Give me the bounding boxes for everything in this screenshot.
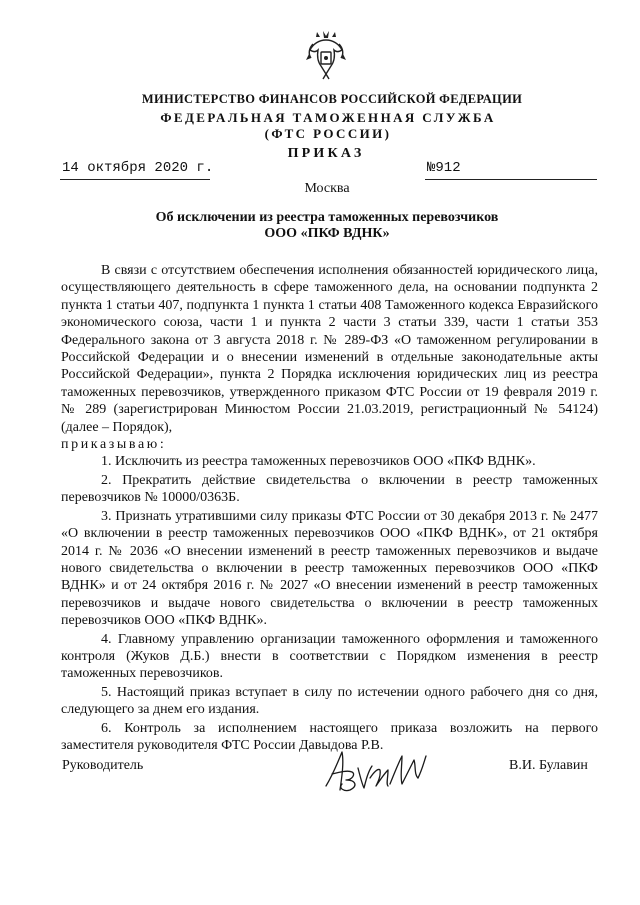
order-title-line2: ООО «ПКФ ВДНК» <box>264 226 390 241</box>
coat-of-arms-icon <box>305 30 347 82</box>
order-body <box>61 262 598 754</box>
item-6: 6. Контроль за исполнением настоящего приказа возложить на первого заместителя руководителя ФТС России Давыдова Р.В. <box>61 720 598 753</box>
preamble-text: В связи с отсутствием обеспечения исполнения обязанностей юридического лица, осуществляющего деятельность в сфере таможенного дела, на основании подпункта 2 пункта 1 статьи 407, подпункта 1 пункта 1 статьи 408 Таможенного кодекса Евразийского экономического союза, части 1 и пункта 2 части 3 статьи 339, части 1 статьи 353 Федерального закона от 3 августа 2018 г. № 289-ФЗ «О таможенном регулировании в Российской Федерации и о внесении изменений в отдельные законодательные акты Российской Федерации», пункта 2 Порядка исключения юридических лиц из реестра таможенных перевозчиков, утвержденного приказом ФТС России от 19 февраля 2019 г. № 289 (зарегистрирован Минюстом России 21.03.2019, регистрационный № 54124) (далее – Порядок), <box>61 263 598 435</box>
number-underline <box>425 179 597 180</box>
handwritten-signature <box>318 740 430 800</box>
service-name: ФЕДЕРАЛЬНАЯ ТАМОЖЕННАЯ СЛУЖБА <box>160 110 496 125</box>
signatory-role: Руководитель <box>62 758 144 773</box>
order-word: приказываю: <box>61 437 167 453</box>
order-number: №912 <box>427 160 461 176</box>
order-title-line1: Об исключении из реестра таможенных перевозчиков <box>155 210 499 225</box>
preamble-paragraph <box>61 262 598 436</box>
item-3: 3. Признать утратившими силу приказы ФТС России от 30 декабря 2013 г. № 2477 «О включении в реестр таможенных перевозчиков ООО «ПКФ ВДНК», от 21 октября 2014 г. № 2036 «О внесении изменений в реестр таможенных перевозчиков и выдаче нового свидетельства о включении в реестр таможенных перевозчиков ООО «ПКФ ВДНК» и от 24 октября 2016 г. № 2027 «О внесении изменений в реестр таможенных перевозчиков и выдаче нового свидетельства о включении в реестр таможенных перевозчиков ООО «ПКФ ВДНК». <box>61 508 598 629</box>
signatory-name: В.И. Булавин <box>509 758 588 773</box>
date-underline <box>60 179 210 180</box>
item-4: 4. Главному управлению организации таможенного оформления и таможенного контроля (Жуков Д.Б.) внести в соответствии с Порядком изменения в реестр таможенных перевозчиков. <box>61 631 598 682</box>
order-word-paragraph <box>61 436 598 453</box>
item-5: 5. Настоящий приказ вступает в силу по истечении одного рабочего дня со дня, следующего за днем его издания. <box>61 684 598 718</box>
service-abbreviation: (ФТС РОССИИ) <box>264 126 392 141</box>
document-type: ПРИКАЗ <box>287 146 365 161</box>
city: Москва <box>304 181 350 196</box>
ministry-name: МИНИСТЕРСТВО ФИНАНСОВ РОССИЙСКОЙ ФЕДЕРАЦИИ <box>141 92 523 106</box>
order-date: 14 октября 2020 г. <box>62 160 214 176</box>
item-2: 2. Прекратить действие свидетельства о включении в реестр таможенных перевозчиков № 10000/0363Б. <box>61 472 598 506</box>
item-1: 1. Исключить из реестра таможенных перевозчиков ООО «ПКФ ВДНК». <box>101 454 536 470</box>
